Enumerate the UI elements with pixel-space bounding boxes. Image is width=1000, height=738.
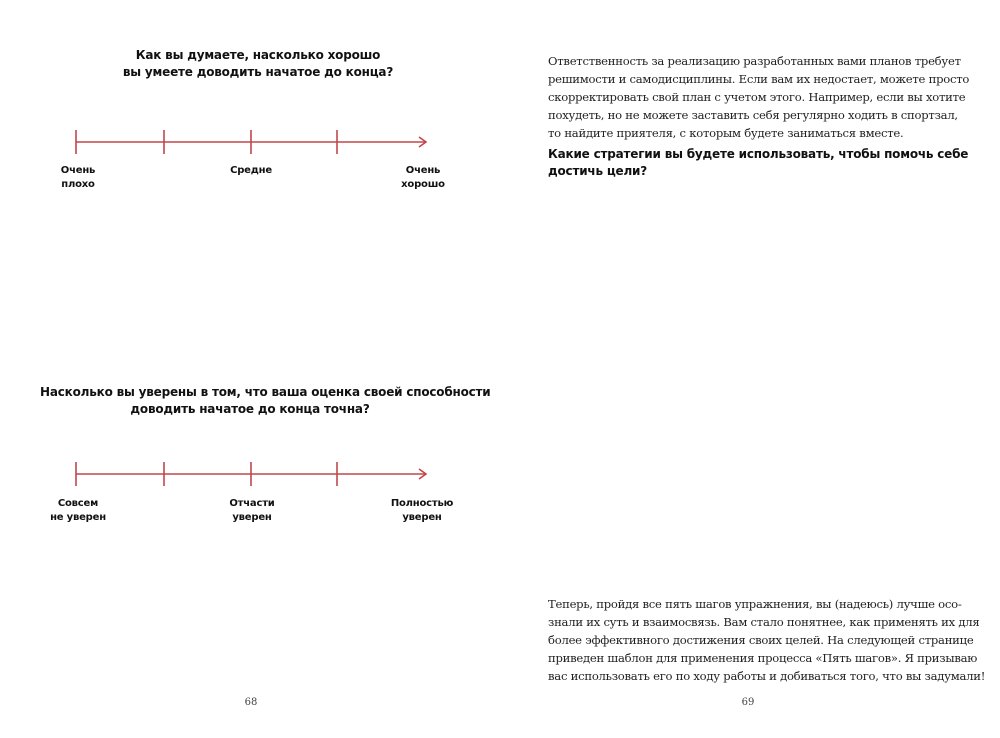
question-line: Какие стратегии вы будете использовать, чтобы помочь себе bbox=[548, 147, 969, 161]
scale2-label-high: Полностью уверен bbox=[390, 498, 454, 523]
paragraph-line: приведен шаблон для применения процесса «Пять шагов». Я призываю bbox=[548, 651, 978, 665]
question-line: достичь цели? bbox=[548, 164, 648, 178]
paragraph-line: Теперь, пройдя все пять шагов упражнения, вы (надеюсь) лучше осо- bbox=[548, 597, 962, 611]
question1-line: Как вы думаете, насколько хорошо bbox=[135, 48, 381, 62]
paragraph-line: скорректировать свой план с учетом этого. Например, если вы хотите bbox=[548, 90, 966, 104]
question2-title bbox=[40, 384, 491, 418]
question2-line: Насколько вы уверены в том, что ваша оценка своей способности bbox=[40, 385, 491, 399]
conclusion-paragraph bbox=[548, 595, 986, 685]
paragraph-line: более эффективного достижения своих целей. На следующей странице bbox=[548, 633, 974, 647]
paragraph-line: решимости и самодисциплины. Если вам их недостает, можете просто bbox=[548, 72, 970, 86]
question2-line: доводить начатое до конца точна? bbox=[130, 402, 370, 416]
strategies-question bbox=[548, 146, 969, 180]
paragraph-line: похудеть, но не можете заставить себя регулярно ходить в спортзал, bbox=[548, 108, 958, 122]
page-number-left: 68 bbox=[244, 697, 258, 708]
page-number-right: 69 bbox=[741, 697, 755, 708]
right-page bbox=[500, 0, 1000, 738]
question1-title bbox=[58, 47, 458, 81]
responsibility-paragraph bbox=[548, 52, 970, 142]
paragraph-line: знали их суть и взаимосвязь. Вам стало понятнее, как применять их для bbox=[548, 615, 980, 629]
paragraph-line: Ответственность за реализацию разработанных вами планов требует bbox=[548, 54, 961, 68]
scale1-label-low: Очень плохо bbox=[60, 165, 96, 190]
scale2-label-low: Совсем не уверен bbox=[50, 498, 106, 523]
question1-line: вы умеете доводить начатое до конца? bbox=[122, 65, 394, 79]
scale1-label-high: Очень хорошо bbox=[401, 165, 445, 190]
paragraph-line: то найдите приятеля, с которым будете заниматься вместе. bbox=[548, 126, 904, 140]
rating-scale-2 bbox=[60, 454, 450, 494]
rating-scale-1 bbox=[60, 122, 450, 162]
scale2-label-mid: Отчасти уверен bbox=[229, 498, 275, 523]
scale1-label-mid: Средне bbox=[230, 165, 272, 176]
paragraph-line: вас использовать его по ходу работы и добиваться того, что вы задумали! bbox=[548, 669, 986, 683]
